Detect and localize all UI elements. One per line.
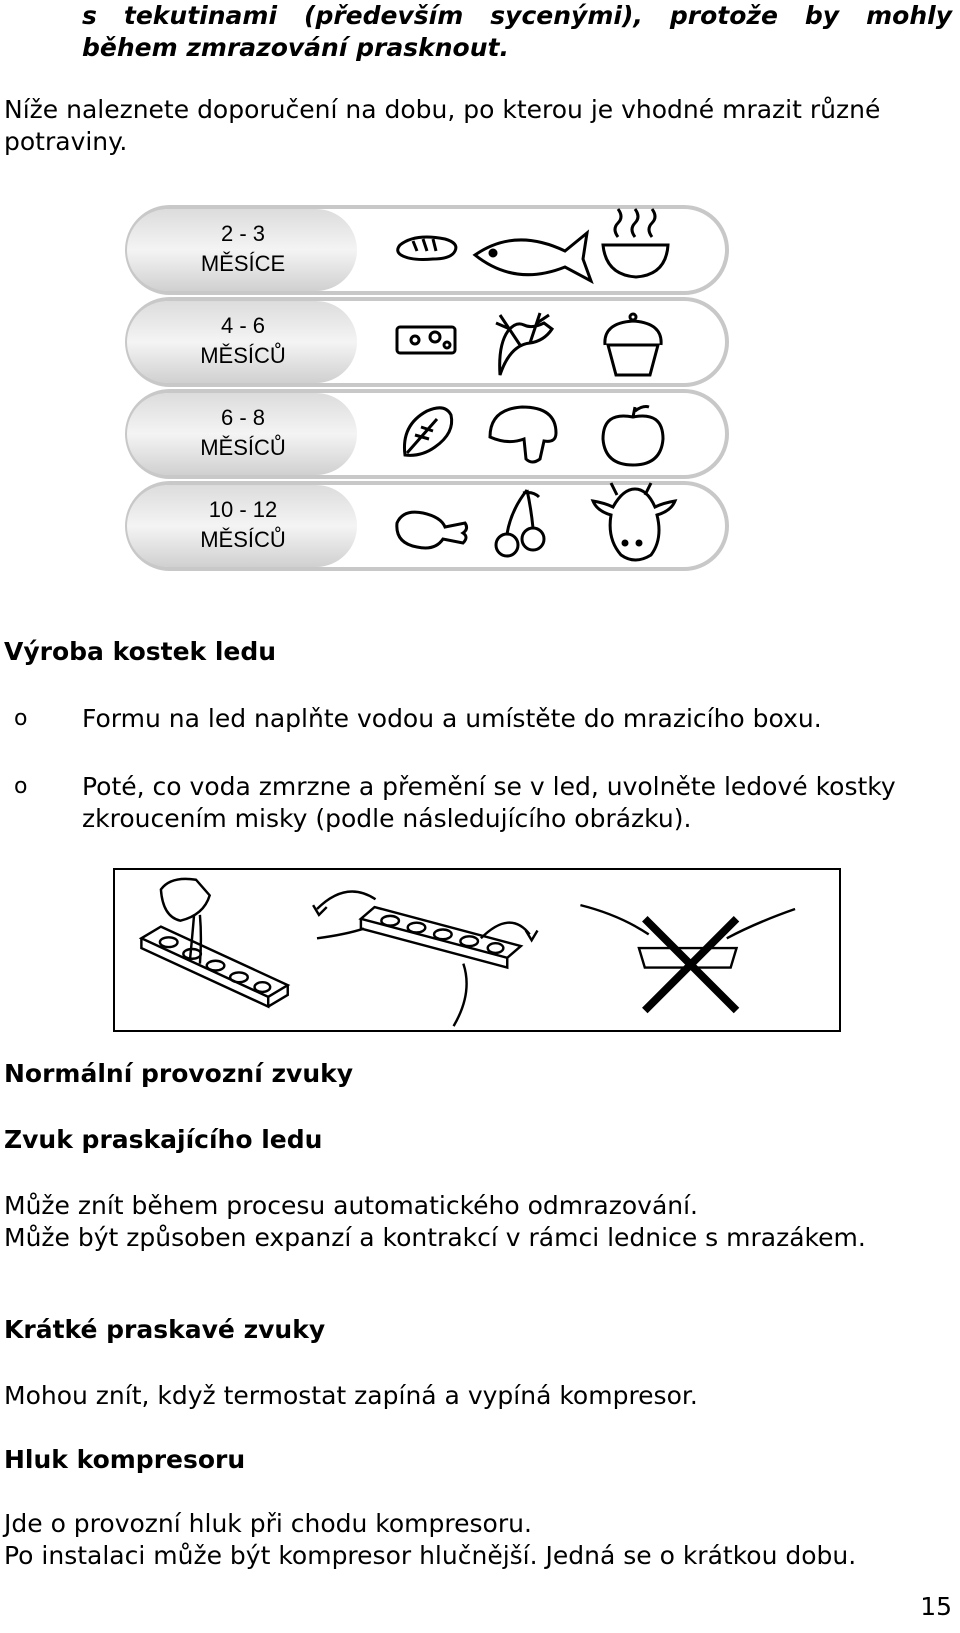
bread-icon xyxy=(398,237,456,260)
vegetable-icon xyxy=(404,408,451,456)
period-unit: MĚSÍCŮ xyxy=(200,343,286,368)
ice-cracking-text-line1: Může znít během procesu automatického odmrazování. xyxy=(4,1191,699,1220)
period-unit: MĚSÍCŮ xyxy=(200,435,286,460)
wrong-method-drawing xyxy=(580,905,795,1010)
cupcake-icon xyxy=(605,314,661,375)
filling-tray-drawing xyxy=(141,879,287,1007)
bullet-marker: o xyxy=(14,774,28,799)
period-unit: MĚSÍCŮ xyxy=(200,527,286,552)
click-sounds-text: Mohou znít, když termostat zapíná a vypíná kompresor. xyxy=(4,1381,698,1410)
period-value: 6 - 8 xyxy=(220,405,266,430)
period-value: 10 - 12 xyxy=(208,497,278,522)
ice-instruction-2-line2: zkroucením misky (podle následujícího obrázku). xyxy=(82,804,692,833)
fish-icon xyxy=(475,233,591,281)
chart-row-2 xyxy=(127,299,727,385)
recommendation-line1: Níže naleznete doporučení na dobu, po kterou je vhodné mrazit různé xyxy=(4,95,881,124)
cow-icon xyxy=(593,483,675,560)
mushroom-icon xyxy=(490,407,556,462)
compressor-noise-text-line2: Po instalaci může být kompresor hlučnější. Jedná se o krátkou dobu. xyxy=(4,1541,857,1570)
ice-instruction-1: Formu na led naplňte vodou a umístěte do mrazicího boxu. xyxy=(82,704,822,733)
twisting-tray-drawing xyxy=(313,891,537,1026)
freezing-duration-chart xyxy=(125,205,735,580)
cherries-icon xyxy=(496,490,544,556)
soup-bowl-icon xyxy=(603,209,668,277)
apple-icon xyxy=(603,407,663,466)
period-unit: MĚSÍCE xyxy=(200,251,286,276)
cheese-icon xyxy=(397,327,455,353)
ice-cubes-heading: Výroba kostek ledu xyxy=(4,637,277,666)
warning-text-line2: během zmrazování prasknout. xyxy=(82,33,509,62)
chart-row-1 xyxy=(127,207,727,293)
ice-tray-illustration xyxy=(113,868,841,1032)
chart-row-4 xyxy=(127,483,727,569)
ice-cracking-text-line2: Může být způsoben expanzí a kontrakcí v rámci lednice s mrazákem. xyxy=(4,1223,866,1252)
page-number: 15 xyxy=(920,1592,952,1621)
deer-icon xyxy=(496,313,552,375)
chart-row-3 xyxy=(127,391,727,477)
ice-cracking-heading: Zvuk praskajícího ledu xyxy=(4,1125,323,1154)
bullet-marker: o xyxy=(14,706,28,731)
chicken-leg-icon xyxy=(397,512,467,548)
normal-sounds-heading: Normální provozní zvuky xyxy=(4,1059,354,1088)
compressor-noise-heading: Hluk kompresoru xyxy=(4,1445,246,1474)
warning-text-line1: s tekutinami (především sycenými), protože by mohly xyxy=(82,1,952,30)
period-value: 2 - 3 xyxy=(220,221,266,246)
compressor-noise-text-line1: Jde o provozní hluk při chodu kompresoru. xyxy=(4,1509,532,1538)
recommendation-line2: potraviny. xyxy=(4,127,128,156)
click-sounds-heading: Krátké praskavé zvuky xyxy=(4,1315,326,1344)
ice-instruction-2-line1: Poté, co voda zmrzne a přemění se v led, uvolněte ledové kostky xyxy=(82,772,896,801)
period-value: 4 - 6 xyxy=(220,313,266,338)
